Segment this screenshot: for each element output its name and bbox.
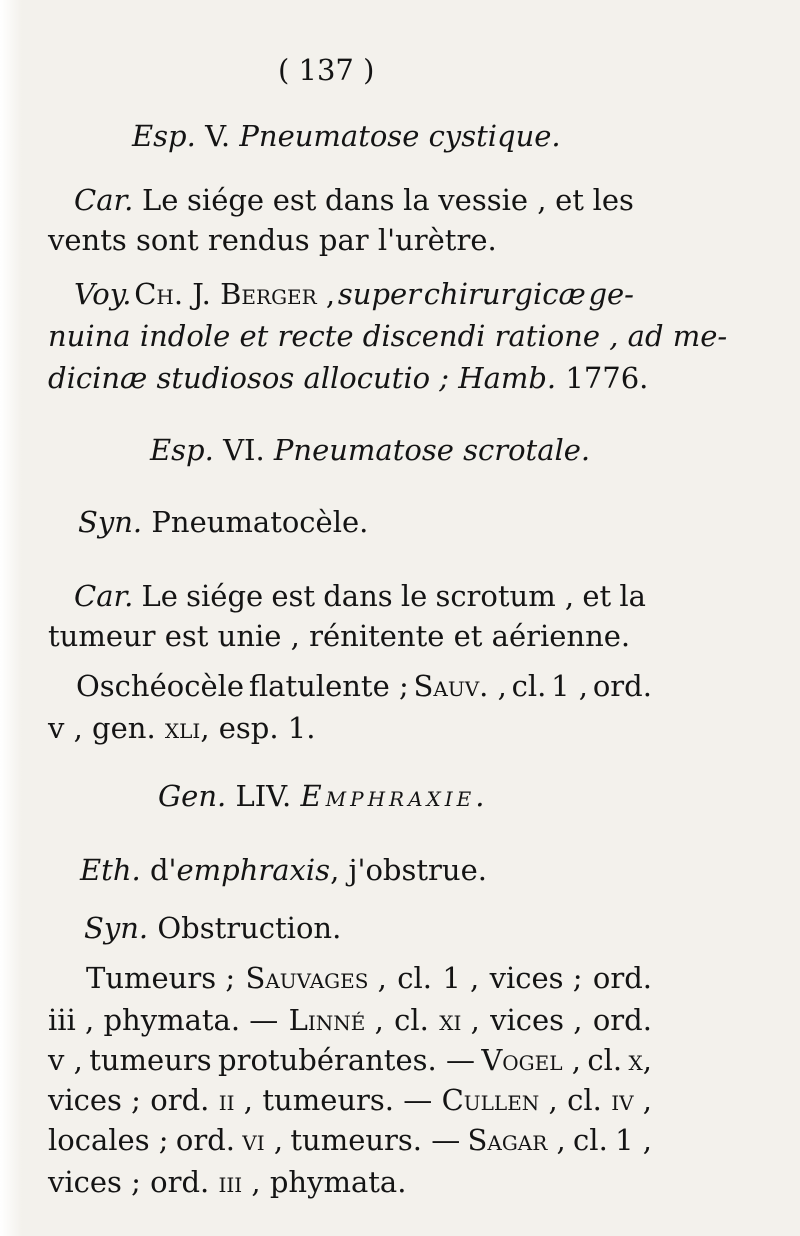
word: tumeurs. — <box>290 1123 461 1157</box>
author-name: Sauvages , <box>245 961 387 995</box>
word: ge- <box>588 277 634 311</box>
species-heading-vi <box>150 432 590 468</box>
word: chirurgicæ <box>423 277 586 311</box>
car-label: Car. <box>74 183 134 217</box>
year: 1776. <box>565 361 649 395</box>
gen-label: Gen. <box>158 779 227 813</box>
word: phymata. <box>269 1165 407 1199</box>
word: iii , <box>218 1165 261 1199</box>
car-label: Car. <box>74 579 134 613</box>
text-line <box>84 910 341 946</box>
word: v , gen. <box>48 711 156 745</box>
author-name: Cullen , <box>441 1083 558 1117</box>
text-line <box>48 1002 652 1038</box>
word: cl. <box>587 1043 623 1077</box>
page-number: ( 137 ) <box>278 53 375 87</box>
word: , j'obstrue. <box>330 853 487 887</box>
word: ord. <box>592 1003 652 1037</box>
word: est <box>271 579 316 613</box>
word: Le <box>141 579 178 613</box>
word: ii , <box>218 1083 254 1117</box>
word: vessie , <box>438 183 547 217</box>
text-line <box>48 1082 652 1118</box>
gen-title: Emphraxie. <box>300 779 489 813</box>
word: vi , <box>242 1123 284 1157</box>
word: vices , <box>490 1003 583 1037</box>
text-line <box>48 710 315 746</box>
esp-number: VI. <box>223 433 265 467</box>
word: vices ; <box>48 1165 141 1199</box>
author-name: Ch. J. Berger , <box>134 277 336 311</box>
genus-heading <box>158 778 489 814</box>
text-line <box>48 1164 406 1200</box>
word: dans <box>325 183 395 217</box>
word: Tumeurs ; <box>86 961 236 995</box>
word: vices ; <box>48 1083 141 1117</box>
text-line <box>48 1042 652 1078</box>
word: ord. <box>150 1083 210 1117</box>
word: ord. <box>592 669 652 703</box>
word: 1 , <box>442 961 480 995</box>
word: super <box>337 277 422 311</box>
word: Pneumatocèle. <box>151 505 369 539</box>
text-line <box>76 668 652 704</box>
species-heading-v <box>132 118 561 154</box>
esp-title: Pneumatose scrotale. <box>273 433 591 467</box>
text-line <box>74 578 646 614</box>
word: emphraxis <box>176 853 331 887</box>
text-line <box>48 1122 652 1158</box>
word: Le <box>142 183 179 217</box>
word: , esp. 1. <box>200 711 316 745</box>
word: cl. <box>511 669 547 703</box>
word: Oschéocèle <box>76 669 245 703</box>
word: Obstruction. <box>157 911 342 945</box>
esp-label: Esp. <box>150 433 214 467</box>
word: ord. <box>592 961 652 995</box>
word: ord. <box>150 1165 210 1199</box>
text-line: tumeur est unie , rénitente et aérienne. <box>48 619 631 653</box>
author-name: Sauv. , <box>413 669 507 703</box>
gen-number: LIV. <box>235 779 292 813</box>
word: dans <box>323 579 393 613</box>
word: 1 , <box>615 1123 652 1157</box>
text-line <box>80 852 487 888</box>
word: v , <box>48 1043 83 1077</box>
esp-number: V. <box>205 119 231 153</box>
word: vices ; <box>489 961 583 995</box>
word: cl. <box>567 1083 602 1117</box>
word: tumeurs. — <box>262 1083 433 1117</box>
author-name: Linné , <box>288 1003 384 1037</box>
esp-title: Pneumatose cystique. <box>239 119 561 153</box>
word: cl. <box>397 961 432 995</box>
word: iii , phymata. — <box>48 1003 279 1037</box>
word: ord. <box>175 1123 235 1157</box>
word: siége <box>187 183 265 217</box>
title-text: dicinæ studiosos allocutio ; <box>48 361 450 395</box>
word: cl. <box>394 1003 429 1037</box>
word: la <box>403 183 430 217</box>
word: est <box>272 183 317 217</box>
word: xli <box>164 711 201 745</box>
author-name: Vogel , <box>481 1043 581 1077</box>
word: protubérantes. — <box>218 1043 475 1077</box>
text-line <box>48 360 648 396</box>
word: les <box>592 183 634 217</box>
text-line: nuina indole et recte discendi ratione , ad me- <box>48 319 728 353</box>
word: 1 , <box>551 669 589 703</box>
text-line <box>74 182 634 218</box>
word: scrotum , <box>435 579 575 613</box>
word: xi , <box>439 1003 480 1037</box>
syn-label: Syn. <box>78 505 143 539</box>
word: locales ; <box>48 1123 169 1157</box>
place: Hamb. <box>458 361 557 395</box>
word: flatulente ; <box>248 669 409 703</box>
word: et <box>555 183 584 217</box>
text-line <box>74 276 634 312</box>
text-line <box>86 960 652 996</box>
word: le <box>400 579 428 613</box>
word: d' <box>149 853 177 887</box>
word: siége <box>186 579 264 613</box>
text-line: vents sont rendus par l'urètre. <box>48 223 497 257</box>
voy-label: Voy. <box>74 277 132 311</box>
word: iv , <box>611 1083 652 1117</box>
syn-label: Syn. <box>84 911 149 945</box>
word: la <box>619 579 646 613</box>
eth-label: Eth. <box>80 853 141 887</box>
esp-label: Esp. <box>132 119 196 153</box>
word: et <box>582 579 612 613</box>
text-line <box>78 504 368 540</box>
word: x, <box>628 1043 652 1077</box>
page-edge <box>0 0 22 1236</box>
word: tumeurs <box>89 1043 212 1077</box>
word: cl. <box>573 1123 608 1157</box>
author-name: Sagar , <box>467 1123 566 1157</box>
